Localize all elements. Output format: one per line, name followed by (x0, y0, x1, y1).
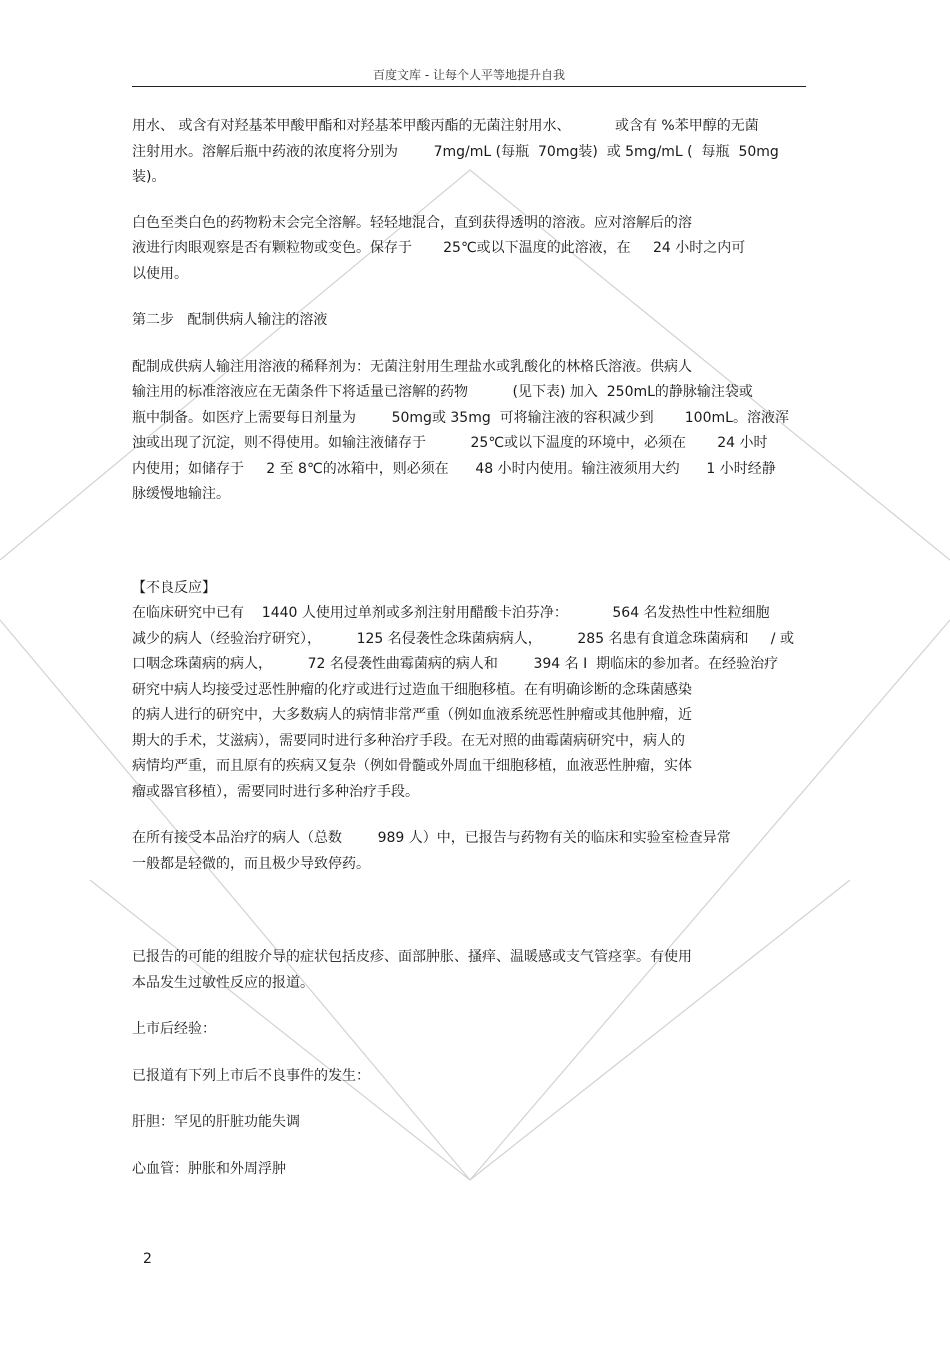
text-line: 一般都是轻微的，而且极少导致停药。 (132, 855, 370, 872)
text-line: 装)。 (132, 169, 166, 185)
text-line: 以使用。 (132, 265, 188, 282)
heading-line: 第二步 配制供病人输注的溶液 (132, 312, 328, 328)
section-adverse-reactions (132, 576, 812, 806)
text-line: 口咽念珠菌病的病人， 72 名侵袭性曲霉菌病的病人和 394 名 I 期临床的参加者。在经验治疗 (132, 656, 779, 672)
page-header: 百度文库 - 让每个人平等地提升自我 (373, 68, 565, 82)
text-line: 心血管：肿胀和外周浮肿 (132, 1160, 286, 1177)
text-line: 已报道有下列上市后不良事件的发生： (132, 1067, 370, 1084)
text-line: 脉缓慢地输注。 (132, 486, 230, 502)
paragraph-hepatobiliary (132, 1110, 812, 1136)
text-line: 期大的手术，艾滋病），需要同时进行多种治疗手段。在无对照的曲霉菌病研究中，病人的 (132, 732, 685, 749)
page-number: 2 (143, 1251, 152, 1267)
text-line: 的病人进行的研究中，大多数病人的病情非常严重（例如血液系统恶性肿瘤或其他肿瘤，近 (132, 707, 692, 723)
text-line: 白色至类白色的药物粉末会完全溶解。轻轻地混合，直到获得透明的溶液。应对溶解后的溶 (132, 214, 692, 231)
section-heading-step-two (132, 308, 812, 334)
text-line: 浊或出现了沉淀，则不得使用。如输注液储存于 25℃或以下温度的环境中，必须在 24 小时 (132, 435, 768, 451)
text-line: 瘤或器官移植），需要同时进行多种治疗手段。 (132, 783, 419, 800)
text-line: 本品发生过敏性反应的报道。 (132, 974, 314, 991)
paragraph-reconstitution-conc (132, 114, 812, 191)
paragraph-infusion-prep (132, 355, 812, 508)
paragraph-dissolution (132, 211, 812, 288)
text-line: 肝胆：罕见的肝脏功能失调 (132, 1114, 300, 1130)
text-line: 液进行肉眼观察是否有颗粒物或变色。保存于 25℃或以下温度的此溶液，在 24 小时之内可 (132, 240, 746, 256)
section-heading: 【不良反应】 (132, 579, 216, 596)
paragraph-lab-abnormalities (132, 826, 812, 877)
text-line: 上市后经验： (132, 1021, 216, 1037)
text-line: 注射用水。溶解后瓶中药液的浓度将分别为 7mg/mL (每瓶 70mg装) 或 5mg/mL ( 每瓶 50mg (132, 143, 779, 160)
text-line: 瓶中制备。如医疗上需要每日剂量为 50mg或 35mg 可将输注液的容积减少到 100mL。溶液浑 (132, 409, 789, 426)
paragraph-postmarketing-heading (132, 1017, 812, 1043)
text-line: 已报告的可能的组胺介导的症状包括皮疹、面部肿胀、搔痒、温暖感或支气管痉挛。有使用 (132, 949, 692, 965)
header-divider (132, 86, 806, 87)
paragraph-cardiovascular (132, 1157, 812, 1183)
text-line: 内使用；如储存于 2 至 8℃的冰箱中，则必须在 48 小时内使用。输注液须用大约 1 小时经静 (132, 460, 776, 477)
document-body (132, 114, 812, 1182)
text-line: 在临床研究中已有 1440 人使用过单剂或多剂注射用醋酸卡泊芬净： 564 名发热性中性粒细胞 (132, 605, 770, 621)
text-line: 输注用的标准溶液应在无菌条件下将适量已溶解的药物 (见下表) 加入 250mL的静脉输注袋或 (132, 384, 753, 400)
text-line: 减少的病人（经验治疗研究）， 125 名侵袭性念珠菌病病人， 285 名患有食道念珠菌病和 / 或 (132, 630, 794, 647)
text-line: 病情均严重，而且原有的疾病又复杂（例如骨髓或外周血干细胞移植，血液恶性肿瘤，实体 (132, 758, 692, 774)
text-line: 研究中病人均接受过恶性肿瘤的化疗或进行过造血干细胞移植。在有明确诊断的念珠菌感染 (132, 681, 692, 698)
text-line: 用水、 或含有对羟基苯甲酸甲酯和对羟基苯甲酸丙酯的无菌注射用水、 或含有 %苯甲醇的无菌 (132, 118, 759, 134)
text-line: 配制成供病人输注用溶液的稀释剂为：无菌注射用生理盐水或乳酸化的林格氏溶液。供病人 (132, 358, 692, 375)
text-line: 在所有接受本品治疗的病人（总数 989 人）中，已报告与药物有关的临床和实验室检查异常 (132, 830, 731, 846)
paragraph-postmarketing-events (132, 1064, 812, 1090)
paragraph-histamine-symptoms (132, 945, 812, 996)
